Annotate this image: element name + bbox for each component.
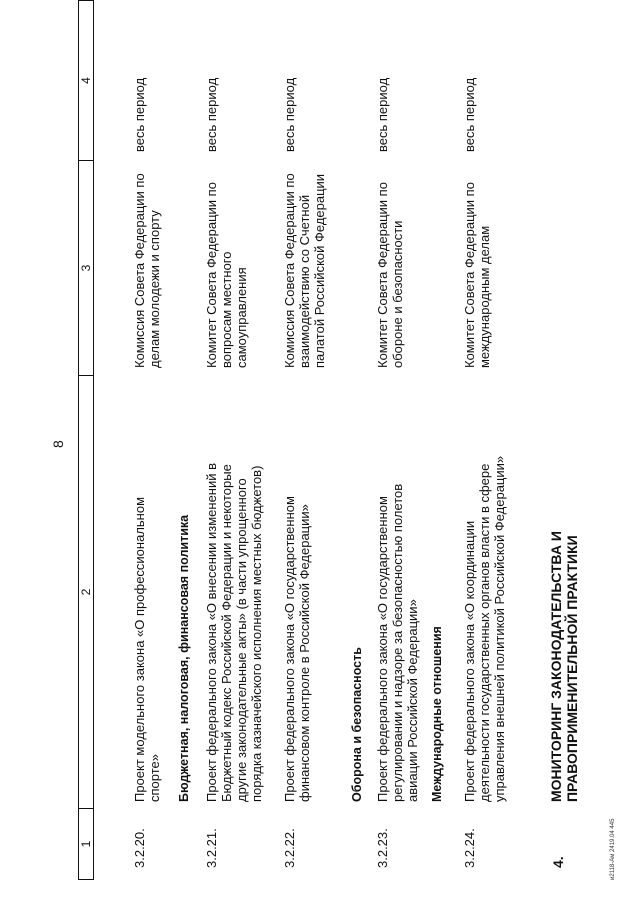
rotated-document-page [20, 0, 620, 880]
period: весь период [132, 77, 147, 152]
period: весь период [282, 77, 297, 152]
responsible-body: Комитет Совета Федерации по обороне и безопасности [375, 182, 405, 368]
column-header-3 [78, 160, 94, 376]
column-header-label: 1 [79, 840, 93, 848]
period: весь период [204, 77, 219, 152]
project-title: Проект модельного закона «О профессиональном спорте» [132, 496, 162, 802]
section-number: 4. [550, 856, 566, 868]
row-number: 3.2.22. [282, 828, 297, 868]
subheading: Бюджетная, налоговая, финансовая политика [177, 514, 191, 802]
responsible-body: Комиссия Совета Федерации по делам молодежи и спорту [132, 173, 162, 368]
period: весь период [375, 77, 390, 152]
project-title: Проект федерального закона «О координации деятельности государственных органов власти в сфере управления внешней политикой Российской Федерации» [462, 455, 507, 802]
responsible-body: Комитет Совета Федерации по вопросам местного самоуправления [204, 182, 249, 368]
project-title: Проект федерального закона «О государственном регулировании и надзоре за безопасностью полетов авиации Российской Федерации» [375, 483, 420, 802]
row-number: 3.2.20. [132, 828, 147, 868]
row-number: 3.2.24. [462, 828, 477, 868]
subheading: Международные отношения [430, 626, 444, 802]
row-number: 3.2.21. [204, 828, 219, 868]
responsible-body: Комитет Совета Федерации по международным делам [462, 182, 492, 368]
page-number: 8 [50, 440, 66, 448]
column-header-2 [78, 375, 94, 809]
project-title: Проект федерального закона «О внесении изменений в Бюджетный кодекс Российской Федерации и некоторые другие законодательные акты» (в части упрощенного порядка казначейского исполнения местных бюджетов) [204, 462, 264, 802]
period: весь период [462, 77, 477, 152]
column-header-4 [78, 0, 94, 161]
responsible-body: Комиссия Совета Федерации по взаимодействию со Счетной палатой Российской Федерации [282, 173, 327, 368]
row-number: 3.2.23. [375, 828, 390, 868]
column-header-label: 4 [79, 77, 93, 84]
project-title: Проект федерального закона «О государственном финансовом контроле в Российской Федерации» [282, 496, 312, 802]
section-title: МОНИТОРИНГ ЗАКОНОДАТЕЛЬСТВА И ПРАВОПРИМЕНИТЕЛЬНОЙ ПРАКТИКИ [548, 531, 580, 802]
column-header-label: 2 [79, 588, 93, 596]
print-stamp: и2118-Ам 2419.04 445 [610, 818, 616, 880]
subheading: Оборона и безопасность [350, 647, 364, 802]
column-header-label: 3 [79, 264, 93, 272]
column-header-1 [78, 808, 94, 880]
